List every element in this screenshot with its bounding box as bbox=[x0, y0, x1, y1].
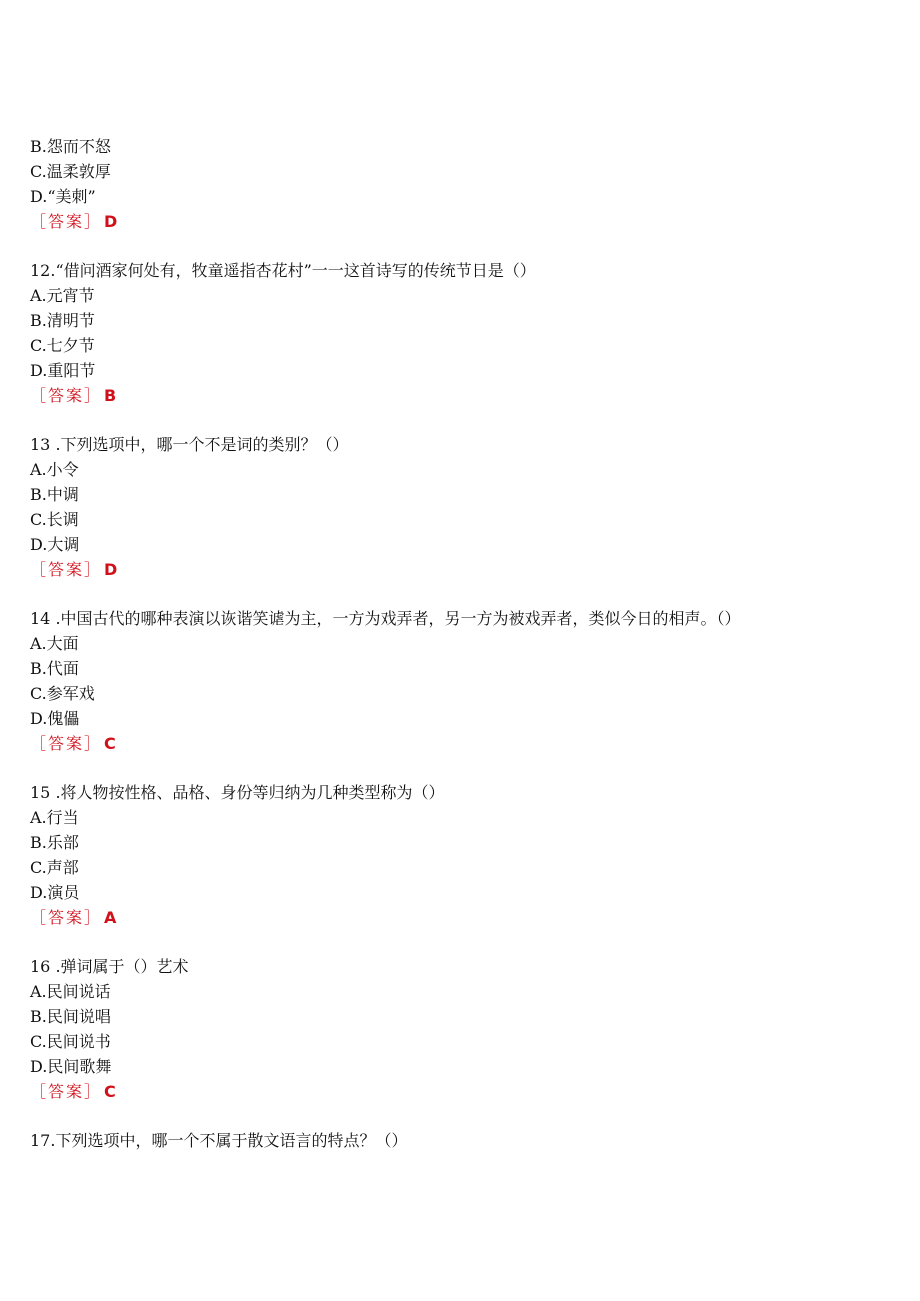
question-13 bbox=[30, 432, 890, 582]
answer-label: ［答案］ bbox=[30, 386, 103, 405]
answer-letter: B bbox=[104, 386, 117, 405]
question-17 bbox=[30, 1128, 890, 1153]
answer-line bbox=[30, 905, 890, 930]
answer-label: ［答案］ bbox=[30, 560, 103, 579]
option-b: B.民间说唱 bbox=[30, 1007, 111, 1026]
option-d: D.傀儡 bbox=[30, 709, 80, 728]
answer-label: ［答案］ bbox=[30, 212, 103, 231]
option-a: A.元宵节 bbox=[30, 286, 95, 305]
question-stem: 17.下列选项中，哪一个不属于散文语言的特点？（） bbox=[30, 1131, 408, 1150]
option-d: D.“美刺” bbox=[30, 187, 96, 206]
option-d: D.民间歌舞 bbox=[30, 1057, 112, 1076]
option-d: D.重阳节 bbox=[30, 361, 96, 380]
question-15 bbox=[30, 780, 890, 930]
exam-page bbox=[30, 134, 890, 1153]
answer-label: ［答案］ bbox=[30, 908, 103, 927]
option-c: C.民间说书 bbox=[30, 1032, 111, 1051]
answer-label: ［答案］ bbox=[30, 1082, 103, 1101]
answer-letter: C bbox=[104, 1082, 116, 1101]
answer-letter: D bbox=[104, 212, 118, 231]
option-d: D.演员 bbox=[30, 883, 80, 902]
answer-line bbox=[30, 383, 890, 408]
answer-letter: A bbox=[104, 908, 117, 927]
option-c: C.七夕节 bbox=[30, 336, 95, 355]
question-14 bbox=[30, 606, 890, 756]
option-c: C.参军戏 bbox=[30, 684, 95, 703]
option-b: B.清明节 bbox=[30, 311, 95, 330]
question-stem: 13 .下列选项中，哪一个不是词的类别？（） bbox=[30, 435, 349, 454]
answer-line bbox=[30, 209, 890, 234]
option-a: A.民间说话 bbox=[30, 982, 111, 1001]
answer-line bbox=[30, 731, 890, 756]
question-stem: 12.“借问酒家何处有，牧童遥指杏花村”一一这首诗写的传统节日是（） bbox=[30, 261, 536, 280]
answer-line bbox=[30, 557, 890, 582]
option-a: A.大面 bbox=[30, 634, 79, 653]
answer-label: ［答案］ bbox=[30, 734, 103, 753]
question-stem: 15 .将人物按性格、品格、身份等归纳为几种类型称为（） bbox=[30, 783, 445, 802]
question-stem: 14 .中国古代的哪种表演以诙谐笑谑为主，一方为戏弄者，另一方为被戏弄者，类似今日的相声。（） bbox=[30, 609, 741, 628]
option-a: A.小令 bbox=[30, 460, 79, 479]
option-b: B.乐部 bbox=[30, 833, 79, 852]
option-b: B.怨而不怒 bbox=[30, 137, 111, 156]
option-b: B.代面 bbox=[30, 659, 79, 678]
option-c: C.温柔敦厚 bbox=[30, 162, 111, 181]
option-c: C.长调 bbox=[30, 510, 79, 529]
question-12 bbox=[30, 258, 890, 408]
answer-letter: C bbox=[104, 734, 116, 753]
option-c: C.声部 bbox=[30, 858, 79, 877]
answer-line bbox=[30, 1079, 890, 1104]
question-11-tail bbox=[30, 134, 890, 234]
option-b: B.中调 bbox=[30, 485, 79, 504]
question-16 bbox=[30, 954, 890, 1104]
question-stem: 16 .弹词属于（）艺术 bbox=[30, 957, 189, 976]
option-a: A.行当 bbox=[30, 808, 79, 827]
answer-letter: D bbox=[104, 560, 118, 579]
option-d: D.大调 bbox=[30, 535, 80, 554]
